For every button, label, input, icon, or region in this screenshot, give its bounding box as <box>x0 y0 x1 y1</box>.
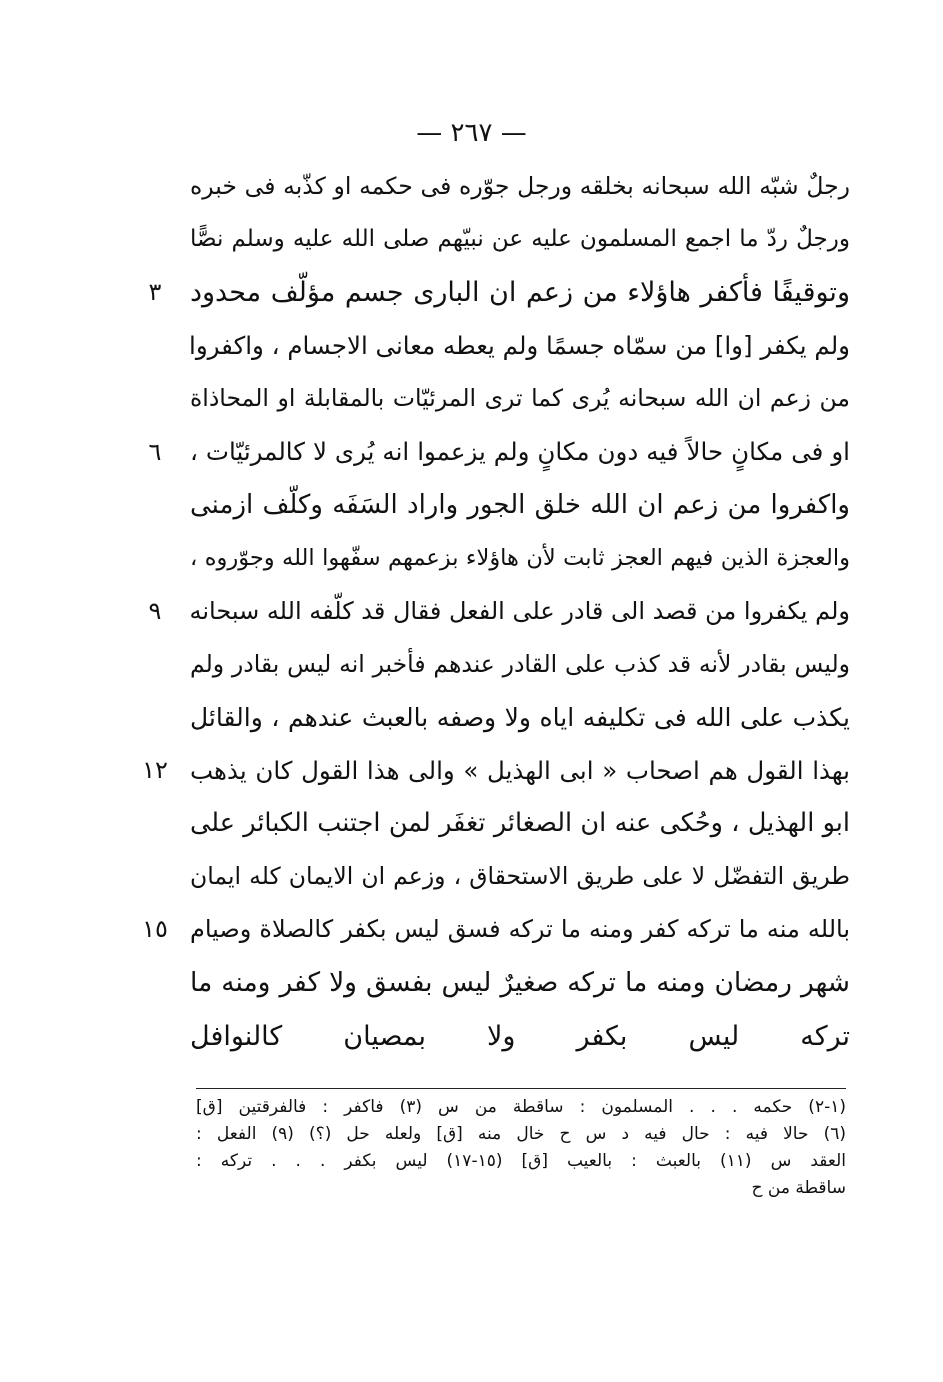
footnote-line: (١-٢) حكمه . . . المسلمون : ساقطة من س (٣) فاكفر : فالفرقتين [ق] <box>196 1097 846 1117</box>
text-line: بالله منه ما تركه كفر ومنه ما تركه فسق ليس بكفر كالصلاة وصيام <box>190 915 850 944</box>
text-line: يكذب على الله فى تكليفه اياه ولا وصفه بالعبث عندهم ، والقائل <box>190 702 850 732</box>
text-line: ولم يكفر [وا] من سمّاه جسمًا ولم يعطه معانى الاجسام ، واكفروا <box>189 331 850 361</box>
text-line: وتوقيفًا فأكفر هاؤلاء من زعم ان البارى جسم مؤلّف محدود <box>190 277 850 309</box>
text-line: بهذا القول هم اصحاب « ابى الهذيل » والى هذا القول كان يذهب <box>190 756 850 786</box>
line-number: ١٥ <box>142 915 168 944</box>
line-number: ٦ <box>148 437 162 466</box>
footnote-divider <box>196 1088 846 1089</box>
text-line: ابو الهذيل ، وحُكى عنه ان الصغائر تغفَر لمن اجتنب الكبائر على <box>190 808 850 839</box>
page-number: — ٢٦٧ — <box>416 118 527 148</box>
text-line: ورجلٌ ردّ ما اجمع المسلمون عليه عن نبيّهم صلى الله عليه وسلم نصًّا <box>190 226 850 253</box>
text-line: رجلٌ شبّه الله سبحانه بخلقه ورجل جوّره فى حكمه او كذّبه فى خبره <box>190 172 850 200</box>
text-line: شهر رمضان ومنه ما تركه صغيرٌ ليس بفسق ولا كفر ومنه ما <box>190 967 850 999</box>
footnote-line: العقد س (١١) بالعبث : بالعيب [ق] (١٥-١٧) ليس بكفر . . . تركه : <box>196 1151 846 1171</box>
text-line: والعجزة الذين فيهم العجز ثابت لأن هاؤلاء بزعمهم سفّهوا الله وجوّروه ، <box>190 544 850 571</box>
text-line: تركه ليس بكفر ولا بمصيان كالنوافل <box>190 1020 850 1052</box>
text-line: من زعم ان الله سبحانه يُرى كما ترى المرئيّات بالمقابلة او المحاذاة <box>190 384 850 413</box>
text-line: او فى مكانٍ حالاً فيه دون مكانٍ ولم يزعموا انه يُرى لا كالمرئيّات ، <box>190 437 850 467</box>
line-number: ١٢ <box>142 756 168 785</box>
footnote-line: ساقطة من ح <box>751 1178 846 1198</box>
footnotes <box>196 1094 846 1202</box>
footnote-line: (٦) حالا فيه : حال فيه د س ح خال منه [ق] ولعله حل (؟) (٩) الفعل : <box>196 1124 846 1144</box>
text-line: ولم يكفروا من قصد الى قادر على الفعل فقال قد كلّفه الله سبحانه <box>189 596 850 625</box>
text-line: طريق التفضّل لا على طريق الاستحقاق ، وزعم ان الايمان كله ايمان <box>190 862 850 891</box>
text-line: وليس بقادر لأنه قد كذب على القادر عندهم فأخبر انه ليس بقادر ولم <box>190 649 850 678</box>
text-line: واكفروا من زعم ان الله خلق الجور واراد السَفَه وكلّف ازمنى <box>190 489 850 520</box>
line-number: ٩ <box>148 596 162 625</box>
line-number: ٣ <box>148 278 162 307</box>
main-text <box>190 160 850 1063</box>
